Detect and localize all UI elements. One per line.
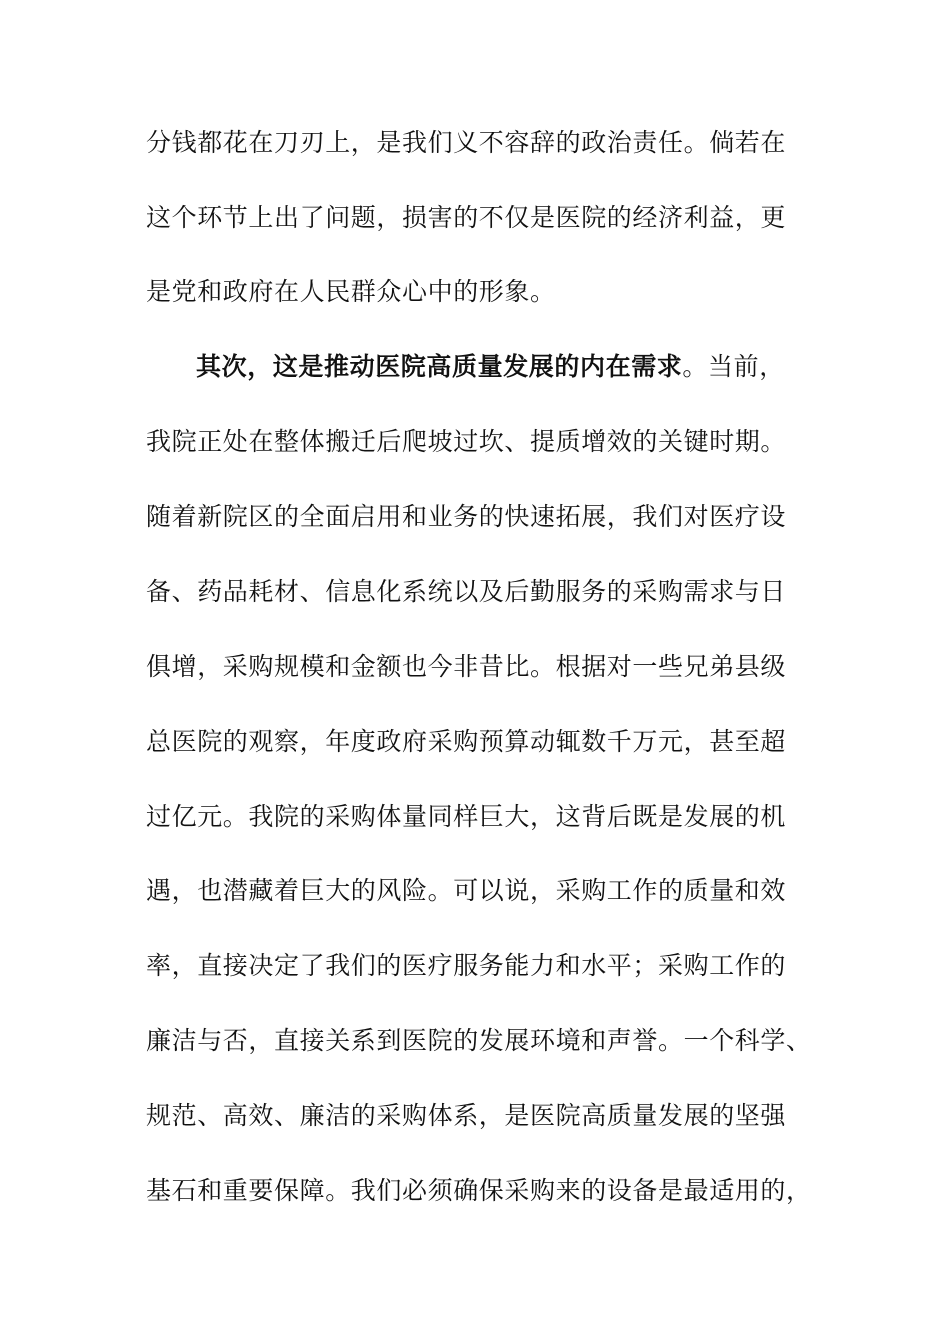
text-line-4: [196, 349, 826, 385]
text-line-2: 这个环节上出了问题，损害的不仅是医院的经济利益，更: [146, 203, 787, 232]
text-continuation: 。当前，: [682, 352, 785, 381]
text-line-5: 我院正处在整体搬迁后爬坡过坎、提质增效的关键时期。: [146, 427, 787, 456]
text-line-14: 规范、高效、廉洁的采购体系，是医院高质量发展的坚强: [146, 1101, 787, 1130]
text-line-8: 俱增，采购规模和金额也今非昔比。根据对一些兄弟县级: [146, 652, 787, 681]
text-line-11: 遇，也潜藏着巨大的风险。可以说，采购工作的质量和效: [146, 876, 787, 905]
text-line-12: 率，直接决定了我们的医疗服务能力和水平；采购工作的: [146, 951, 787, 980]
text-line-7: 备、药品耗材、信息化系统以及后勤服务的采购需求与日: [146, 577, 787, 606]
text-line-1: 分钱都花在刀刃上，是我们义不容辞的政治责任。倘若在: [146, 128, 787, 157]
text-line-3: 是党和政府在人民群众心中的形象。: [146, 277, 556, 306]
heading-phrase: 其次，这是推动医院高质量发展的内在需求: [196, 352, 683, 381]
text-line-9: 总医院的观察，年度政府采购预算动辄数千万元，甚至超: [146, 727, 787, 756]
text-line-6: 随着新院区的全面启用和业务的快速拓展，我们对医疗设: [146, 502, 787, 531]
text-line-15: 基石和重要保障。我们必须确保采购来的设备是最适用的，: [146, 1176, 812, 1205]
text-line-13: 廉洁与否，直接关系到医院的发展环境和声誉。一个科学、: [146, 1026, 812, 1055]
text-line-10: 过亿元。我院的采购体量同样巨大，这背后既是发展的机: [146, 802, 787, 831]
